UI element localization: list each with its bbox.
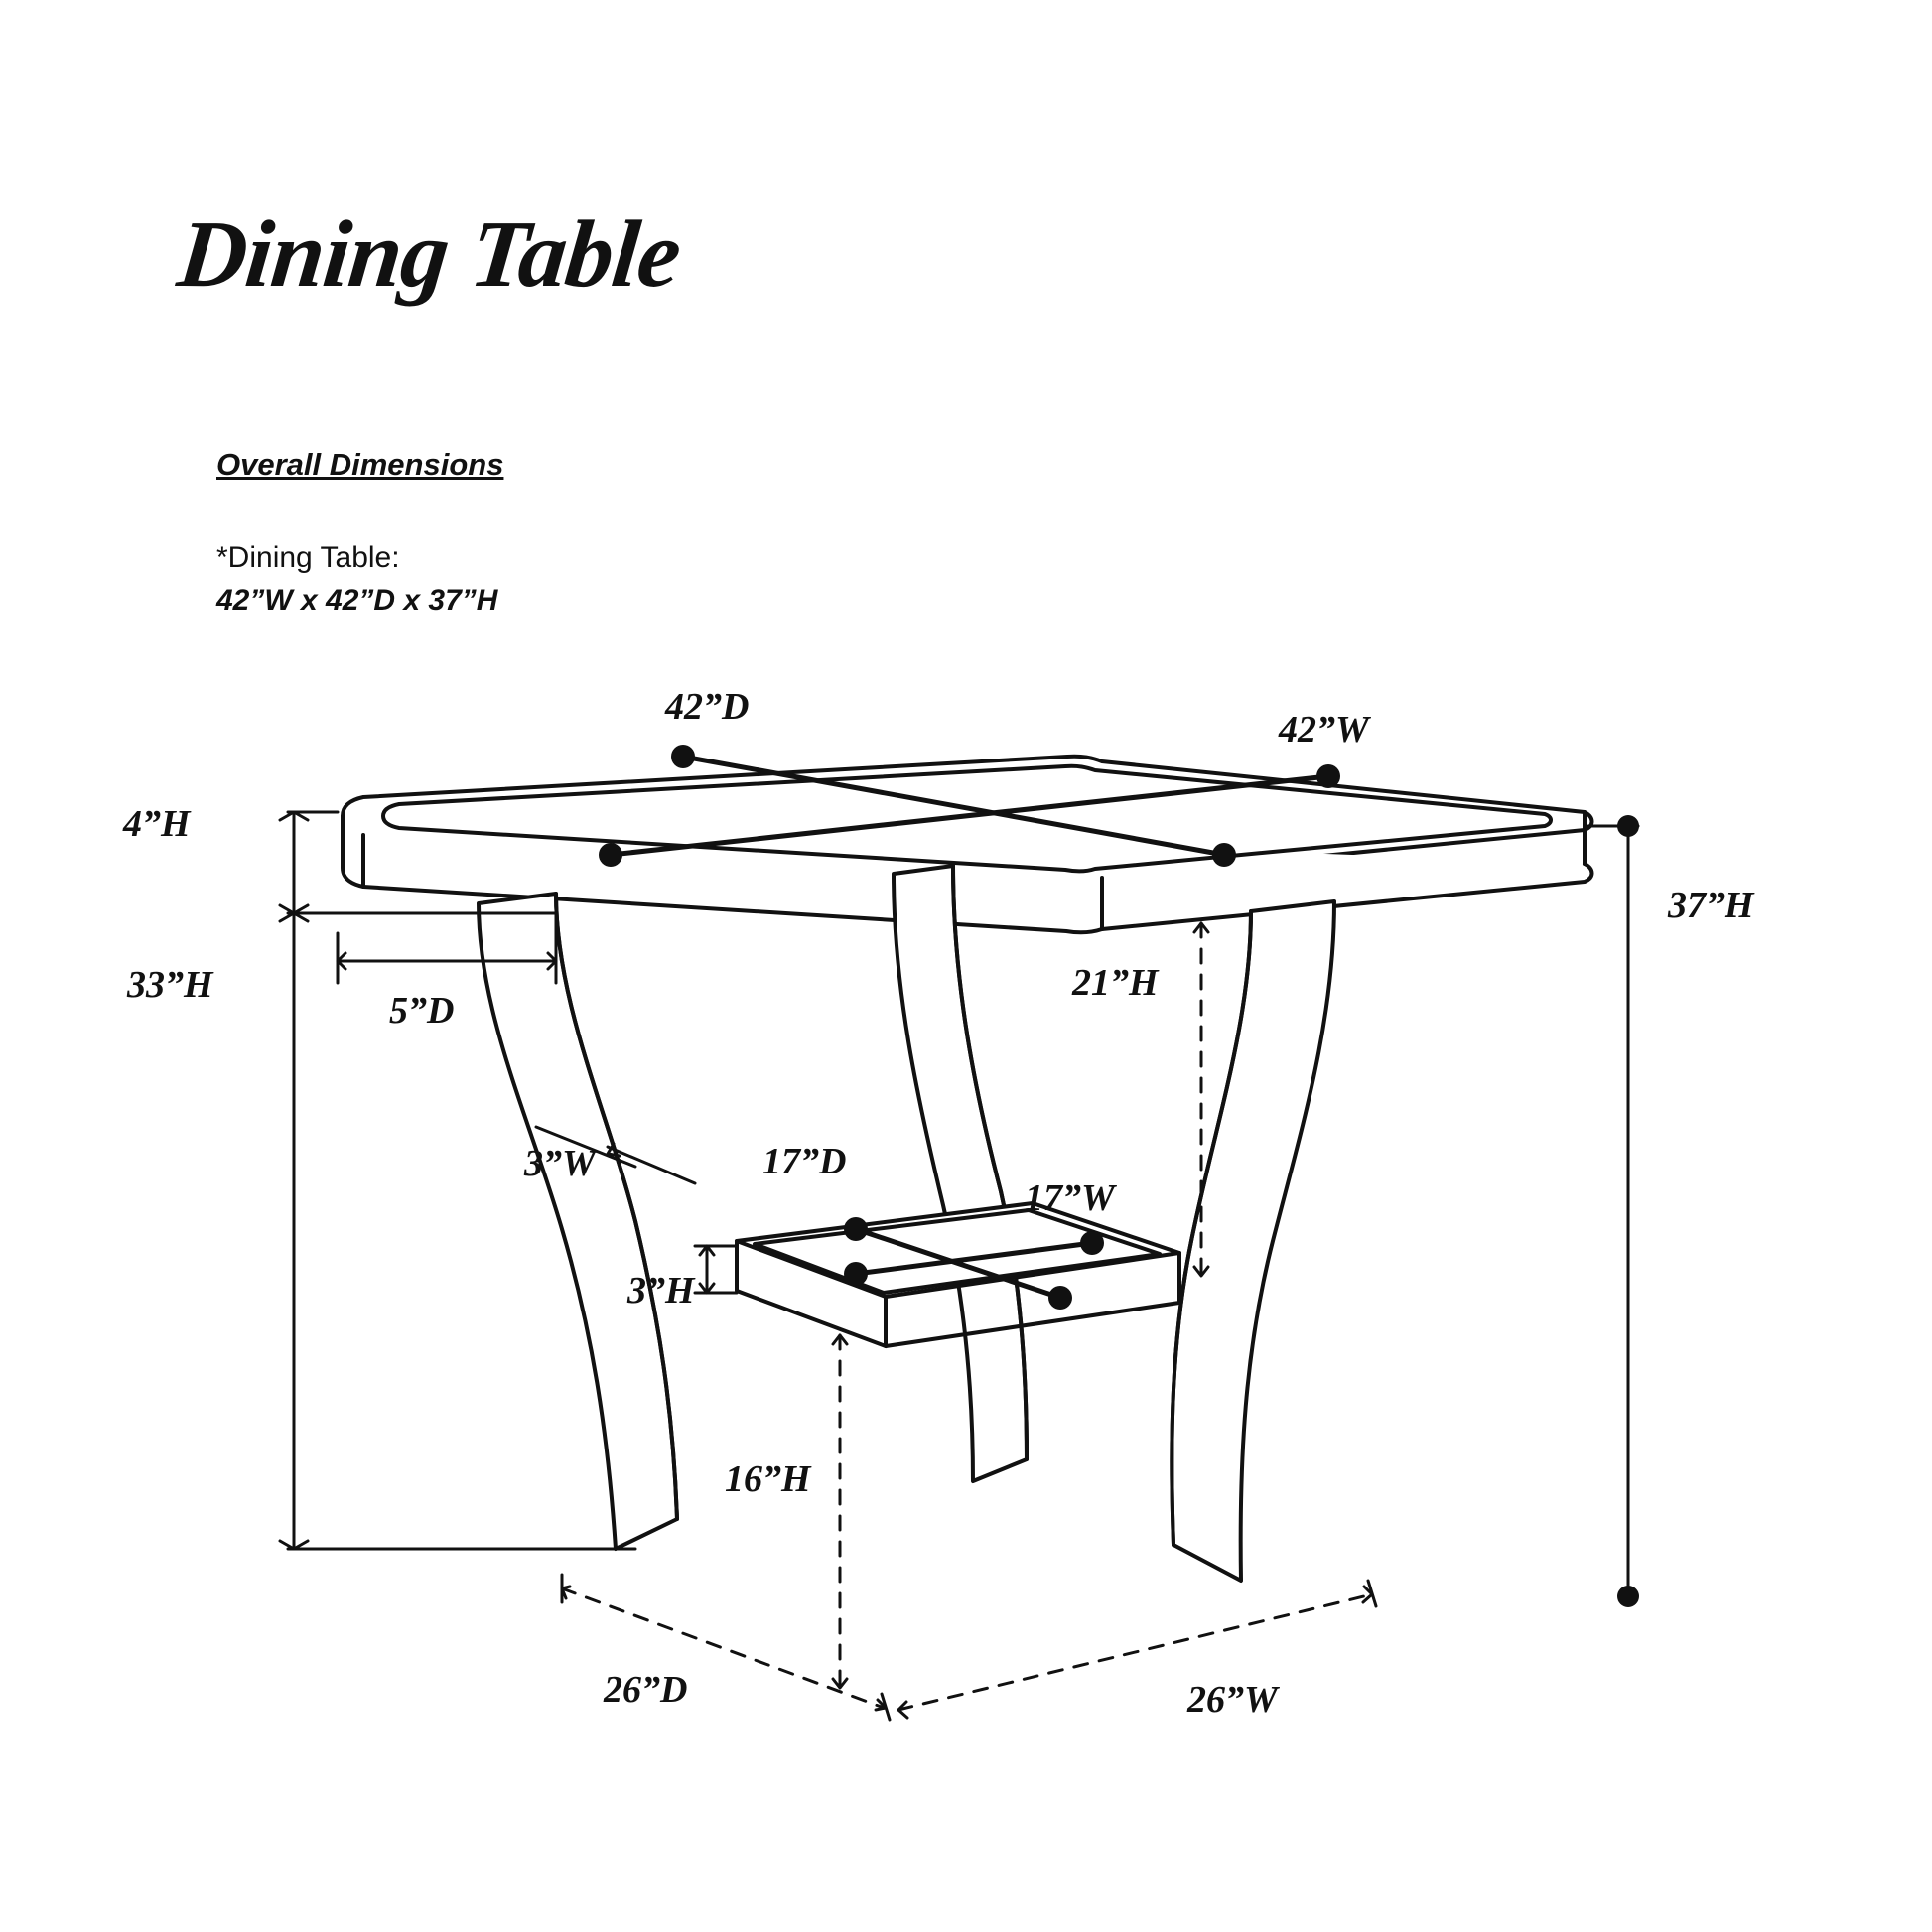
callout-shelf-thickness: 3”H bbox=[627, 1270, 695, 1311]
page-title: Dining Table bbox=[173, 201, 686, 307]
callout-shelf-width: 17”W bbox=[1025, 1177, 1115, 1219]
callout-base-width: 26”W bbox=[1187, 1679, 1278, 1721]
callout-shelf-to-top: 21”H bbox=[1072, 962, 1159, 1004]
leg-right bbox=[1172, 901, 1334, 1581]
leg-left-front bbox=[479, 894, 677, 1549]
lower-shelf bbox=[737, 1203, 1179, 1346]
callout-leg-width: 3”W bbox=[524, 1143, 596, 1184]
callout-tabletop-depth: 42”D bbox=[665, 686, 750, 728]
callout-tabletop-width: 42”W bbox=[1279, 709, 1369, 751]
spec-item-name: *Dining Table: bbox=[216, 541, 400, 574]
callout-overall-height: 37”H bbox=[1668, 885, 1754, 926]
leg-center-rear bbox=[894, 866, 1027, 1481]
callout-base-depth: 26”D bbox=[604, 1669, 688, 1711]
section-heading: Overall Dimensions bbox=[216, 447, 504, 482]
callout-leg-inset-depth: 5”D bbox=[389, 990, 455, 1032]
spec-item-dimensions: 42”W x 42”D x 37”H bbox=[216, 584, 498, 617]
callout-apron-to-floor: 33”H bbox=[127, 964, 213, 1006]
callout-tabletop-thickness: 4”H bbox=[123, 803, 191, 845]
callout-shelf-depth: 17”D bbox=[762, 1141, 847, 1182]
callout-shelf-to-floor: 16”H bbox=[725, 1458, 811, 1500]
